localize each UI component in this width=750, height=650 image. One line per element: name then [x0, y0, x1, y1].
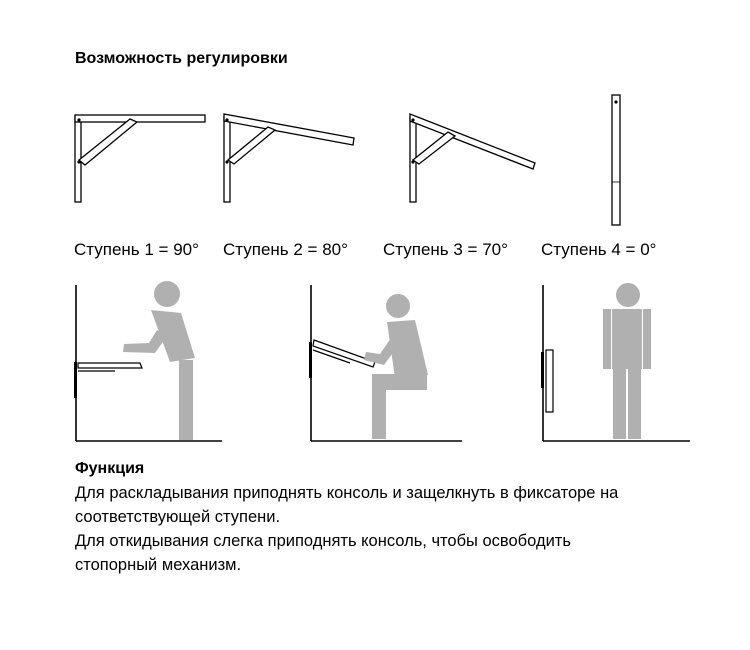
step-1-label: Ступень 1 = 90° [74, 240, 199, 259]
step-4-label: Ступень 4 = 0° [541, 240, 657, 259]
function-line-2: соответствующей ступени. [75, 508, 281, 526]
scene-step-3-icon [541, 283, 690, 441]
step-2-label: Ступень 2 = 80° [223, 240, 348, 259]
bracket-step-1-icon [75, 115, 205, 202]
step-3-label: Ступень 3 = 70° [383, 240, 508, 259]
section-heading: Возможность регулировки [75, 50, 288, 67]
bracket-step-2-icon [224, 114, 354, 202]
scene-step-1-icon [74, 281, 222, 441]
scene-step-2-icon [309, 285, 462, 441]
function-line-3: Для откидывания слегка приподнять консоль, чтобы освободить [75, 532, 571, 550]
function-line-1: Для раскладывания приподнять консоль и защелкнуть в фиксаторе на [75, 484, 619, 502]
function-title: Функция [75, 460, 145, 477]
bracket-step-3-icon [410, 114, 535, 202]
function-line-4: стопорный механизм. [75, 556, 242, 574]
bracket-step-4-icon [612, 95, 620, 225]
